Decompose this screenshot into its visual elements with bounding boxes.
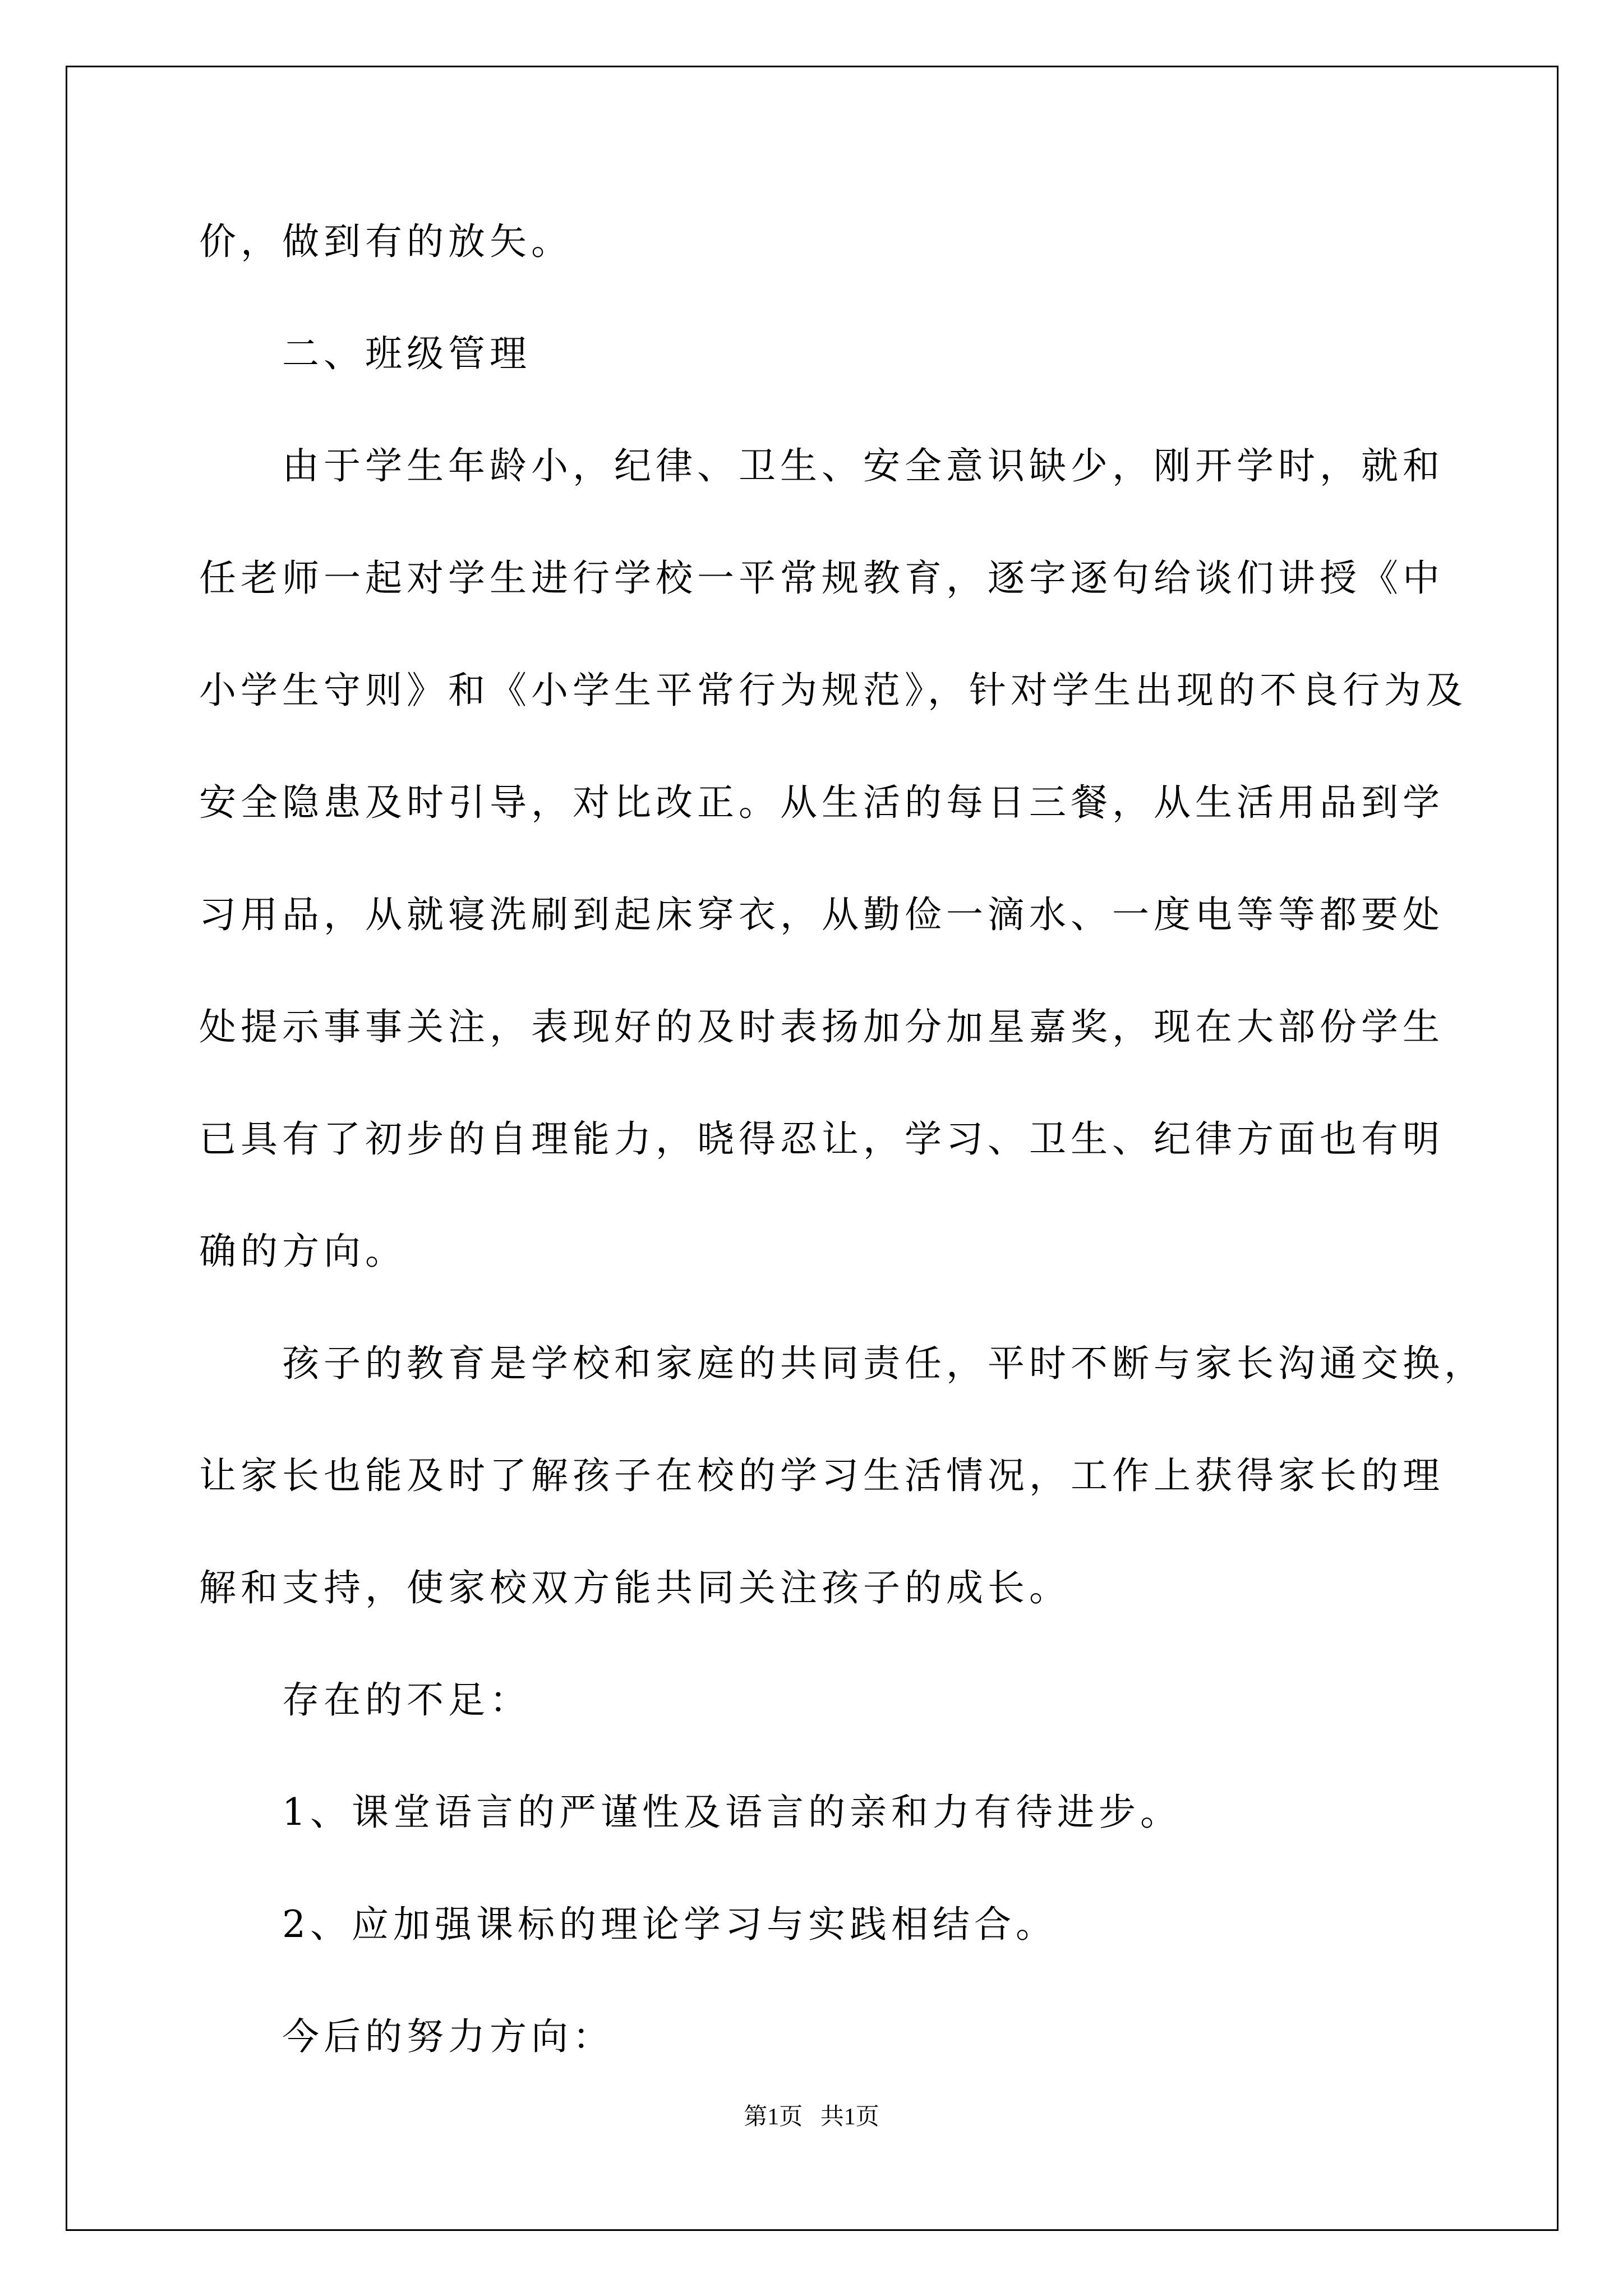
list-item: 1、课堂语言的严谨性及语言的亲和力有待进步。 bbox=[282, 1791, 1182, 1834]
text-line: 让家长也能及时了解孩子在校的学习生活情况，工作上获得家长的理 bbox=[199, 1454, 1444, 1497]
text-line: 安全隐患及时引导，对比改正。从生活的每日三餐，从生活用品到学 bbox=[199, 781, 1444, 824]
text-line: 小学生守则》和《小学生平常行为规范》，针对学生出现的不良行为及 bbox=[199, 669, 1467, 712]
list-item: 2、应加强课标的理论学习与实践相结合。 bbox=[282, 1903, 1057, 1946]
text-line: 确的方向。 bbox=[199, 1230, 407, 1273]
text-line: 处提示事事关注，表现好的及时表扬加分加星嘉奖，现在大部份学生 bbox=[199, 1005, 1444, 1048]
subheading: 存在的不足： bbox=[282, 1678, 531, 1722]
text-line: 由于学生年龄小，纪律、卫生、安全意识缺少，刚开学时，就和 bbox=[282, 444, 1444, 487]
page-footer: 第1页 共1页 bbox=[744, 2104, 879, 2130]
text-line: 孩子的教育是学校和家庭的共同责任，平时不断与家长沟通交换， bbox=[282, 1342, 1486, 1385]
text-line: 解和支持，使家校双方能共同关注孩子的成长。 bbox=[199, 1566, 1071, 1609]
subheading: 今后的努力方向： bbox=[282, 2015, 614, 2058]
text-line: 已具有了初步的自理能力，晓得忍让，学习、卫生、纪律方面也有明 bbox=[199, 1117, 1444, 1161]
text-line: 任老师一起对学生进行学校一平常规教育，逐字逐句给谈们讲授《中 bbox=[199, 556, 1444, 600]
text-line: 价，做到有的放矢。 bbox=[199, 220, 573, 263]
section-heading: 二、班级管理 bbox=[282, 332, 531, 375]
text-line: 习用品，从就寝洗刷到起床穿衣，从勤俭一滴水、一度电等等都要处 bbox=[199, 893, 1444, 936]
